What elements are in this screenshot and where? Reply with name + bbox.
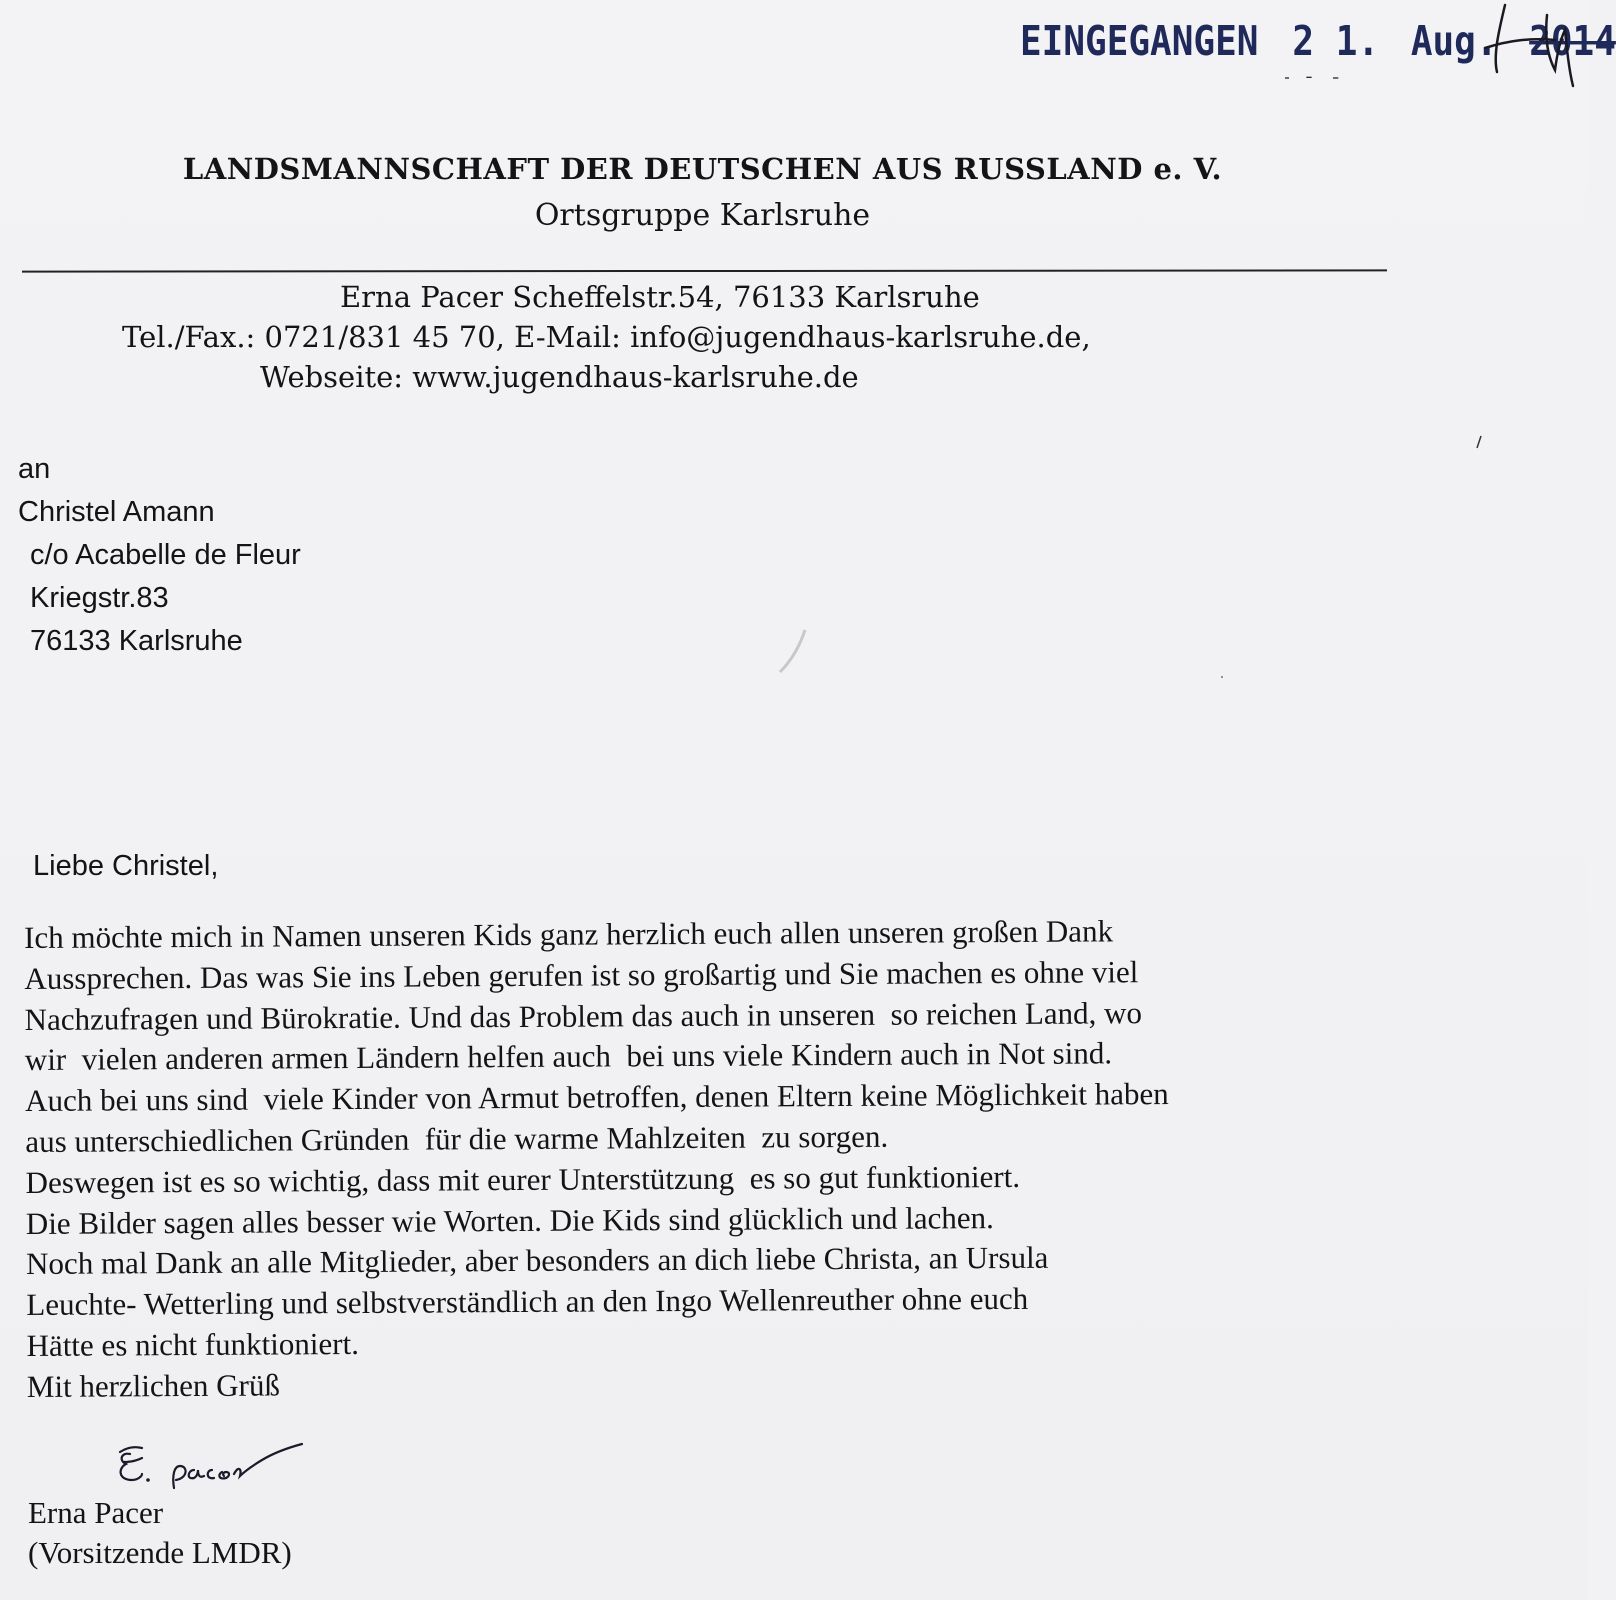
closing-line: Mit herzlichen Grüß (26, 1367, 281, 1404)
sender-website: Webseite: www.jugendhaus-karlsruhe.de (260, 360, 859, 394)
stamp-day: 2 1. (1292, 18, 1380, 66)
recipient-care-of: c/o Acabelle de Fleur (30, 539, 301, 571)
recipient-name: Christel Amann (18, 496, 215, 528)
stamp-label: EINGEGANGEN (1020, 18, 1259, 66)
signer-name: Erna Pacer (28, 1495, 164, 1530)
salutation: Liebe Christel, (33, 850, 219, 882)
sender-address: Erna Pacer Scheffelstr.54, 76133 Karlsruhe (340, 280, 980, 314)
body-line: Deswegen ist es so wichtig, dass mit eurer Unterstützung es so gut funktioniert. (25, 1158, 1021, 1200)
body-line: Ich möchte mich in Namen unseren Kids ganz herzlich euch allen unseren großen Dank (24, 913, 1114, 955)
body-line: wir vielen anderen armen Ländern helfen auch bei uns viele Kindern auch in Not sind. (24, 1035, 1113, 1078)
body-line: Auch bei uns sind viele Kinder von Armut betroffen, denen Eltern keine Möglichkeit haben (25, 1076, 1169, 1119)
recipient-city: 76133 Karlsruhe (30, 625, 243, 657)
recipient-prefix: an (18, 453, 51, 485)
body-line: Hätte es nicht funktioniert. (26, 1325, 360, 1363)
body-line: aus unterschiedlichen Gründen für die warme Mahlzeiten zu sorgen. (25, 1118, 889, 1159)
stamp-year: 2014 (1529, 18, 1616, 66)
recipient-street: Kriegstr.83 (30, 582, 169, 614)
signer-role: (Vorsitzende LMDR) (28, 1535, 292, 1570)
letterhead-title: LANDSMANNSCHAFT DER DEUTSCHEN AUS RUSSLAND e. V. (182, 152, 1223, 186)
body-line: Aussprechen. Das was Sie ins Leben gerufen ist so großartig und Sie machen es ohne viel (24, 953, 1139, 996)
body-line: Die Bilder sagen alles besser wie Worten. Die Kids sind glücklich und lachen. (25, 1199, 994, 1241)
stamp-month: Aug. (1410, 18, 1498, 66)
body-line: Nachzufragen und Bürokratie. Und das Problem das auch in unseren so reichen Land, wo (24, 994, 1143, 1037)
sender-contact: Tel./Fax.: 0721/831 45 70, E-Mail: info@jugendhaus-karlsruhe.de, (122, 320, 1091, 354)
body-line: Noch mal Dank an alle Mitglieder, aber besonders an dich liebe Christa, an Ursula (26, 1240, 1049, 1282)
letterhead-subtitle: Ortsgruppe Karlsruhe (534, 198, 871, 233)
body-line: Leuchte- Wetterling und selbstverständlich an den Ingo Wellenreuther ohne euch (26, 1281, 1029, 1323)
